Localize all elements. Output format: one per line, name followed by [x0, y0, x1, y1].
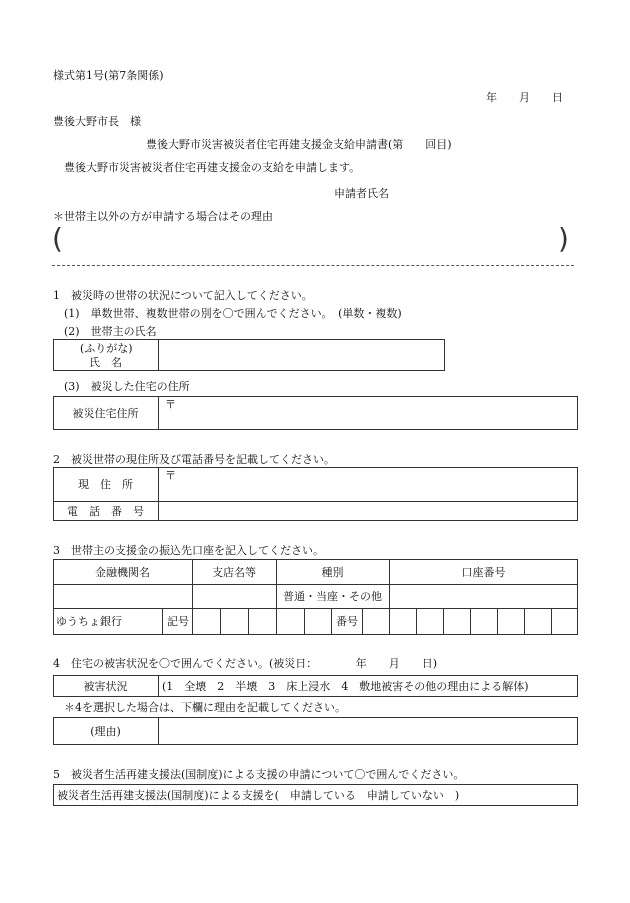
postal-mark: 〒 [165, 398, 176, 411]
divider [162, 608, 163, 635]
reason-field[interactable] [68, 228, 556, 258]
section3-heading: 3 世帯主の支援金の振込先口座を記入してください。 [53, 544, 324, 557]
furigana-label: (ふりがな) [80, 342, 133, 355]
yucho-number-field[interactable] [363, 610, 576, 633]
left-bracket: ( [52, 222, 63, 255]
kigo-label: 記号 [167, 615, 189, 628]
damage-note: ＊4を選択した場合は、下欄に理由を記載してください。 [64, 701, 346, 714]
name-label: 氏 名 [89, 356, 122, 369]
account-type-header: 種別 [321, 565, 344, 579]
damaged-address-question: (3) 被災した住宅の住所 [64, 380, 190, 393]
head-name-field[interactable] [160, 341, 442, 369]
damage-reason-field[interactable] [160, 719, 576, 743]
section2-heading: 2 被災世帯の現住所及び電話番号を記載してください。 [53, 453, 335, 466]
phone-label: 電 話 番 号 [67, 505, 144, 518]
date-line: 年 月 日 [486, 91, 563, 104]
divider [331, 608, 332, 635]
addressee: 豊後大野市長 様 [53, 115, 141, 128]
damaged-address-label: 被災住宅住所 [72, 407, 139, 420]
applicant-name-field[interactable] [400, 182, 570, 202]
branch-header: 支店名等 [212, 565, 256, 579]
account-number-field[interactable] [391, 586, 576, 606]
divider [158, 717, 159, 745]
divider [158, 467, 159, 521]
damage-status-label: 被害状況 [83, 680, 128, 693]
section4-heading: 4 住宅の被害状況を〇で囲んでください。(被災日： 年 月 日) [53, 657, 438, 670]
intro-text: 豊後大野市災害被災者住宅再建支援金の支給を申請します。 [64, 161, 361, 174]
phone-field[interactable] [160, 503, 576, 519]
divider [53, 608, 578, 609]
reason-note: ＊世帯主以外の方が申請する場合はその理由 [53, 210, 273, 223]
national-support-statement[interactable]: 被災者生活再建支援法(国制度)による支援を( 申請している 申請していない ) [57, 789, 460, 802]
page-title: 豊後大野市災害被災者住宅再建支援金支給申請書(第 回目) [146, 138, 452, 151]
form-number: 様式第1号(第7条関係) [53, 69, 164, 82]
branch-field[interactable] [194, 586, 274, 606]
current-address-field[interactable] [178, 469, 576, 499]
divider [158, 396, 159, 430]
yucho-symbol-field[interactable] [193, 610, 330, 633]
divider [158, 339, 159, 371]
damaged-address-field[interactable] [178, 398, 576, 428]
section1-heading: 1 被災時の世帯の状況について記入してください。 [53, 289, 313, 302]
divider [158, 675, 159, 697]
damage-reason-label: (理由) [90, 725, 121, 738]
yucho-label: ゆうちょ銀行 [56, 615, 122, 628]
account-number-header: 口座番号 [461, 565, 506, 579]
bank-name-field[interactable] [55, 586, 190, 606]
account-type-options[interactable]: 普通・当座・その他 [283, 590, 382, 603]
damage-options[interactable]: (1 全壊 2 半壊 3 床上浸水 4 敷地被害その他の理由による解体) [162, 680, 529, 693]
head-name-question: (2) 世帯主の氏名 [64, 325, 157, 338]
postal-mark: 〒 [165, 469, 176, 482]
divider [52, 265, 574, 266]
applicant-name-label: 申請者氏名 [334, 187, 389, 200]
household-type-question: (1) 単数世帯、複数世帯の別を〇で囲んでください。 (単数・複数) [64, 307, 402, 320]
right-bracket: ) [558, 222, 569, 255]
bank-name-header: 金融機関名 [95, 565, 150, 579]
bango-label: 番号 [336, 615, 358, 628]
current-address-label: 現 住 所 [78, 478, 133, 491]
section5-heading: 5 被災者生活再建支援法(国制度)による支援の申請について〇で囲んでください。 [53, 768, 465, 781]
